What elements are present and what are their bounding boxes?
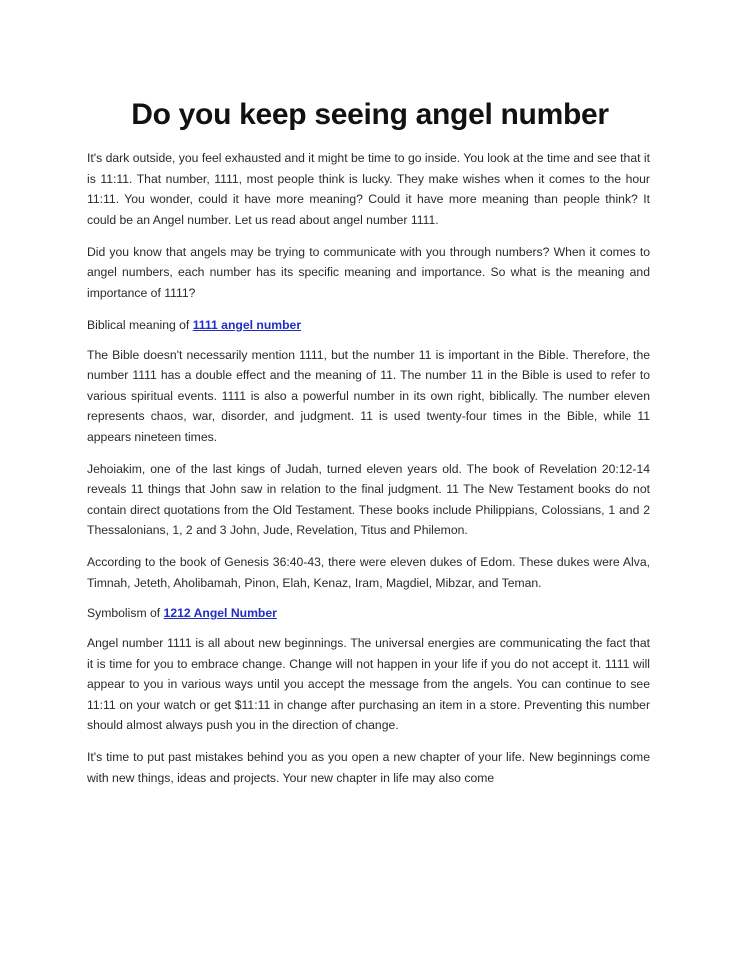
symbolism-heading (87, 603, 650, 623)
document-page (87, 96, 650, 800)
angels-communicate-paragraph: Did you know that angels may be trying to communicate with you through numbers? When it comes to angel numbers, each number has its specific meaning and importance. So what is the meaning and importance of 1111? (87, 244, 650, 300)
symbolism-prefix: Symbolism of (87, 606, 161, 620)
past-mistakes-paragraph: It's time to put past mistakes behind you as you open a new chapter of your life. New beginnings come with new things, ideas and projects. Your new chapter in life may also come (87, 750, 650, 785)
page-title: Do you keep seeing angel number (131, 98, 609, 131)
biblical-meaning-heading (87, 315, 650, 335)
genesis-paragraph: According to the book of Genesis 36:40-43, there were eleven dukes of Edom. These dukes were Alva, Timnah, Jeteth, Aholibamah, Pinon, Elah, Kenaz, Iram, Magdiel, Mibzar, and Teman. (87, 555, 650, 590)
bible-paragraph: The Bible doesn't necessarily mention 1111, but the number 11 is important in the Bible. Therefore, the number 1111 has a double effect and the meaning of 11. The number 11 in the Bible is used to refer to various spiritual events. 1111 is also a powerful number in its own right, biblically. The number eleven represents chaos, war, disorder, and judgment. 11 is used twenty-four times in the Bible, while 11 appears nineteen times. (87, 347, 650, 444)
link-1111-angel-number[interactable]: 1111 angel number (192, 317, 302, 332)
link-1212-angel-number[interactable]: 1212 Angel Number (163, 606, 277, 620)
intro-paragraph: It's dark outside, you feel exhausted and it might be time to go inside. You look at the time and see that it is 11:11. That number, 1111, most people think is lucky. They make wishes when it comes to the hour 11:11. You wonder, could it have more meaning? Could it have more meaning than people think? It could be an Angel number. Let us read about angel number 1111. (87, 151, 650, 227)
new-beginnings-paragraph: Angel number 1111 is all about new beginnings. The universal energies are communicating the fact that it is time for you to embrace change. Change will not happen in your life if you do not accept it. 1111 will appear to you in various ways until you accept the message from the angels. You can continue to see 11:11 on your watch or get $11:11 in change after purchasing an item in a store. Preventing this number should almost always push you in the direction of change. (87, 636, 650, 732)
jehoiakim-paragraph: Jehoiakim, one of the last kings of Judah, turned eleven years old. The book of Revelation 20:12-14 reveals 11 things that John saw in relation to the final judgment. 11 The New Testament books do not contain direct quotations from the Old Testament. These books include Philippians, Colossians, 1 and 2 Thessalonians, 1, 2 and 3 John, Jude, Revelation, Titus and Philemon. (87, 461, 650, 537)
biblical-meaning-prefix: Biblical meaning of (87, 317, 190, 332)
